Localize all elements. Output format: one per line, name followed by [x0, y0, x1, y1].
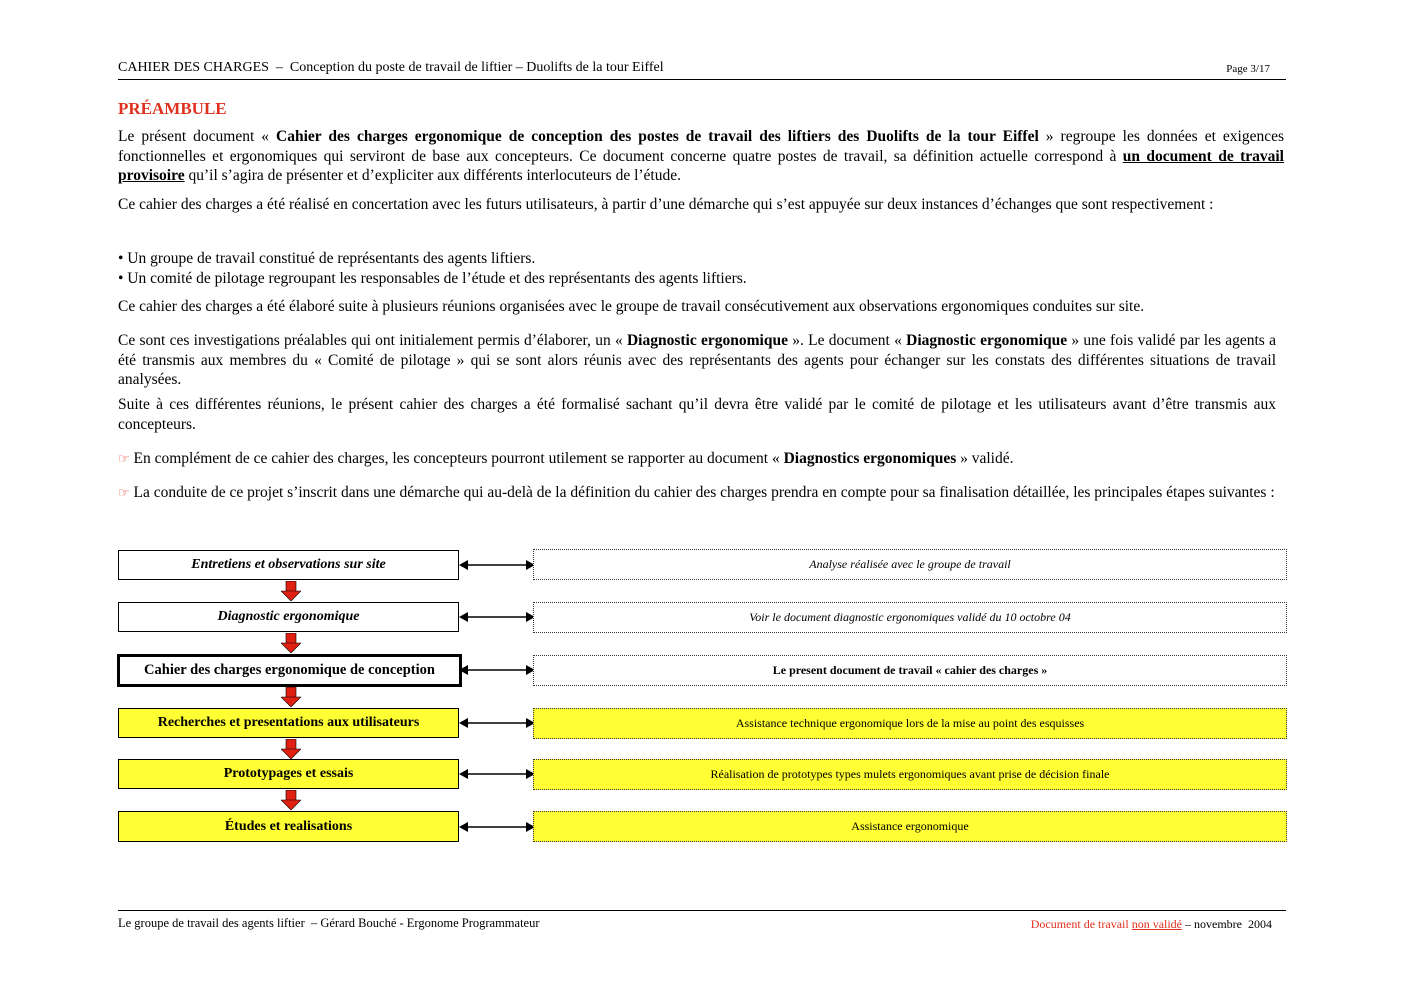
page-header: [118, 59, 1286, 80]
step-description: Le present document de travail « cahier des charges »: [533, 655, 1287, 686]
p1-text-a: Le présent document «: [118, 128, 277, 145]
down-arrow-icon: [281, 633, 301, 653]
p1-text-c: » regroupe les données et exigences fonctionnelles et ergonomiques qui serviront de base aux concepteurs. Ce document concerne quatre postes de travail, sa définition actuelle correspond à: [118, 128, 1284, 165]
step-box-current: Cahier des charges ergonomique de conception: [117, 654, 462, 687]
step-box: Prototypages et essais: [118, 759, 459, 789]
footer-status-b: non validé: [1131, 917, 1183, 931]
diagnostic-term-2: Diagnostic ergonomique: [906, 332, 1068, 349]
footer-status-a: Document de travail: [1030, 917, 1132, 931]
step-description: Voir le document diagnostic ergonomiques validé du 10 octobre 04: [533, 602, 1287, 633]
p6-text-a: En complément de ce cahier des charges, les concepteurs pourront utilement se rapporter au document «: [129, 450, 784, 467]
list-item: • Un groupe de travail constitué de représentants des agents liftiers.: [118, 250, 536, 267]
diagnostic-term-1: Diagnostic ergonomique: [626, 332, 788, 349]
double-arrow-icon: [459, 767, 535, 781]
double-arrow-icon: [459, 558, 535, 572]
footer-date: – novembre 2004: [1182, 917, 1272, 931]
p7-text: La conduite de ce projet s’inscrit dans une démarche qui au-delà de la définition du cahier des charges prendra en compte pour sa finalisation détaillée, les principales étapes suivantes :: [129, 484, 1275, 501]
page-number: Page 3/17: [1226, 63, 1270, 75]
footer-author: Le groupe de travail des agents liftier – Gérard Bouché - Ergonome Programmateur: [118, 916, 540, 930]
double-arrow-icon: [459, 820, 535, 834]
list-item: • Un comité de pilotage regroupant les responsables de l’étude et des représentants des agents liftiers.: [118, 269, 747, 287]
provisional-document-note: un document de travail provisoire: [118, 147, 1284, 184]
footer-status: [1031, 917, 1272, 932]
paragraph-complement: [118, 449, 1284, 469]
document-title: Cahier des charges ergonomique de conception des postes de travail des liftiers des Duolifts de la tour Eiffel: [276, 128, 1039, 145]
step-box: Recherches et presentations aux utilisateurs: [118, 708, 459, 738]
bullet-list: [118, 249, 1284, 288]
page-footer: [118, 910, 1286, 931]
pointing-hand-icon: ☞: [118, 451, 130, 466]
paragraph-steps-intro: [118, 483, 1284, 503]
paragraph-meetings: Ce cahier des charges a été élaboré suite à plusieurs réunions organisées avec le groupe de travail consécutivement aux observations ergonomiques conduites sur site.: [118, 298, 1145, 315]
paragraph-intro: [118, 127, 1284, 186]
pointing-hand-icon: ☞: [118, 485, 130, 500]
p1-text-e: qu’il s’agira de présenter et d’expliciter aux différents interlocuteurs de l’étude.: [184, 167, 681, 184]
paragraph-diagnostic: [118, 331, 1276, 390]
down-arrow-icon: [281, 739, 301, 759]
down-arrow-icon: [281, 687, 301, 707]
p4-text-e: » une fois validé par les agents a été transmis aux membres du « Comité de pilotage » qui se sont alors réunis avec des représentants des agents pour échanger sur les constats des différentes situations de travail analysées.: [118, 332, 1276, 388]
p4-text-c: ». Le document «: [787, 332, 907, 349]
diagnostics-doc-name: Diagnostics ergonomiques: [783, 450, 957, 467]
step-description: Réalisation de prototypes types mulets ergonomiques avant prise de décision finale: [533, 759, 1287, 790]
double-arrow-icon: [459, 716, 535, 730]
p6-text-c: » validé.: [956, 450, 1014, 467]
step-description: Assistance ergonomique: [533, 811, 1287, 842]
section-title: PRÉAMBULE: [118, 99, 227, 118]
paragraph-validation: Suite à ces différentes réunions, le présent cahier des charges a été formalisé sachant qu’il devra être validé par le comité de pilotage et les utilisateurs avant d’être transmis aux concepteurs.: [118, 396, 1276, 433]
paragraph-concertation: Ce cahier des charges a été réalisé en concertation avec les futurs utilisateurs, à partir d’une démarche qui s’est appuyée sur deux instances d’échanges que sont respectivement :: [118, 196, 1214, 213]
step-box: Études et realisations: [118, 811, 459, 842]
down-arrow-icon: [281, 790, 301, 810]
double-arrow-icon: [459, 610, 535, 624]
step-box: Diagnostic ergonomique: [118, 602, 459, 632]
double-arrow-icon: [459, 663, 535, 677]
step-description: Assistance technique ergonomique lors de la mise au point des esquisses: [533, 708, 1287, 739]
header-title: CAHIER DES CHARGES – Conception du poste de travail de liftier – Duolifts de la tour Eiffel: [118, 60, 664, 75]
step-box: Entretiens et observations sur site: [118, 550, 459, 580]
step-description: Analyse réalisée avec le groupe de travail: [533, 549, 1287, 580]
p4-text-a: Ce sont ces investigations préalables qui ont initialement permis d’élaborer, un «: [118, 332, 627, 349]
down-arrow-icon: [281, 581, 301, 601]
